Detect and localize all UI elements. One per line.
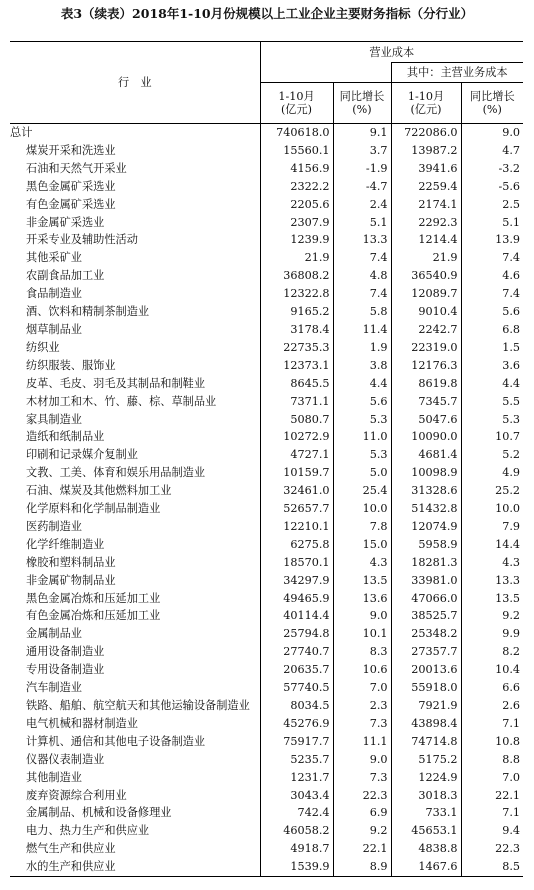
main-cost-value-cell: 2242.7 (391, 321, 461, 339)
table-row (10, 607, 523, 625)
industry-name-cell: 电力、热力生产和供应业 (26, 824, 150, 838)
op-cost-value-cell: 57740.5 (260, 679, 333, 697)
industry-name-cell: 石油、煤炭及其他燃料加工业 (26, 484, 172, 498)
industry-name-cell: 农副食品加工业 (26, 269, 105, 283)
op-cost-growth-cell: 4.3 (333, 554, 391, 572)
main-cost-value-cell: 27357.7 (391, 643, 461, 661)
main-cost-growth-cell: 13.9 (461, 231, 523, 249)
op-cost-value-cell: 6275.8 (260, 536, 333, 554)
industry-name-cell: 木材加工和木、竹、藤、棕、草制品业 (26, 394, 217, 408)
op-cost-growth-cell: 6.9 (333, 804, 391, 822)
main-cost-value-cell: 21.9 (391, 249, 461, 267)
op-cost-growth-cell: 10.6 (333, 661, 391, 679)
main-cost-value-cell: 74714.8 (391, 733, 461, 751)
table-row (10, 124, 523, 142)
op-cost-growth-cell: 3.8 (333, 357, 391, 375)
table-row (10, 464, 523, 482)
industry-name-cell: 烟草制品业 (26, 322, 82, 336)
table-row (10, 751, 523, 769)
op-cost-growth-cell: 5.6 (333, 393, 391, 411)
main-cost-growth-cell: 5.6 (461, 303, 523, 321)
op-cost-value-cell: 8645.5 (260, 375, 333, 393)
main-cost-value-cell: 1214.4 (391, 231, 461, 249)
main-cost-value-cell: 1224.9 (391, 769, 461, 787)
main-cost-value-cell: 18281.3 (391, 554, 461, 572)
table-row (10, 840, 523, 858)
op-cost-value-cell: 7371.1 (260, 393, 333, 411)
industry-name-cell: 金属制品、机械和设备修理业 (26, 806, 172, 820)
op-cost-value-cell: 49465.9 (260, 590, 333, 608)
industry-name-cell: 食品制造业 (26, 287, 82, 301)
main-business-cost-header: 其中：主营业务成本 (391, 63, 523, 83)
main-cost-value-cell: 43898.4 (391, 715, 461, 733)
op-cost-growth-cell: 7.3 (333, 769, 391, 787)
op-cost-value-cell: 1231.7 (260, 769, 333, 787)
main-cost-growth-cell: 22.1 (461, 787, 523, 805)
industry-header: 行 业 (10, 42, 260, 124)
op-cost-value-cell: 21.9 (260, 249, 333, 267)
op-cost-value-cell: 3043.4 (260, 787, 333, 805)
industry-name-cell: 有色金属冶炼和压延加工业 (26, 609, 161, 623)
table-row (10, 196, 523, 214)
op-cost-growth-cell: 10.0 (333, 500, 391, 518)
main-cost-growth-cell: 10.8 (461, 733, 523, 751)
main-cost-growth-cell: 7.0 (461, 769, 523, 787)
op-cost-value-cell: 40114.4 (260, 607, 333, 625)
op-cost-growth-cell: 15.0 (333, 536, 391, 554)
table-row (10, 715, 523, 733)
op-cost-value-cell: 75917.7 (260, 733, 333, 751)
main-cost-value-cell: 22319.0 (391, 339, 461, 357)
op-cost-growth-cell: 4.4 (333, 375, 391, 393)
industry-name-cell: 电气机械和器材制造业 (26, 716, 138, 730)
op-cost-growth-cell: 9.1 (333, 124, 391, 142)
table-row (10, 661, 523, 679)
industry-name-cell: 专用设备制造业 (26, 663, 105, 677)
op-cost-value-cell: 1239.9 (260, 231, 333, 249)
industry-name-cell: 造纸和纸制品业 (26, 430, 105, 444)
main-cost-growth-cell: 10.4 (461, 661, 523, 679)
op-cost-growth-cell: 9.2 (333, 822, 391, 840)
main-cost-growth-cell: 14.4 (461, 536, 523, 554)
main-cost-growth-cell: 13.5 (461, 590, 523, 608)
main-cost-growth-cell: 4.3 (461, 554, 523, 572)
main-cost-value-cell: 20013.6 (391, 661, 461, 679)
industry-name-cell: 其他制造业 (26, 770, 82, 784)
op-cost-value-cell: 18570.1 (260, 554, 333, 572)
table-row (10, 267, 523, 285)
main-cost-value-cell: 2292.3 (391, 214, 461, 232)
industry-name-cell: 非金属矿采选业 (26, 215, 105, 229)
main-cost-value-cell: 3018.3 (391, 787, 461, 805)
op-cost-value-cell: 12210.1 (260, 518, 333, 536)
table-row (10, 482, 523, 500)
op-cost-value-cell: 3178.4 (260, 321, 333, 339)
op-cost-value-cell: 12322.8 (260, 285, 333, 303)
main-cost-value-cell: 25348.2 (391, 625, 461, 643)
table-row (10, 411, 523, 429)
op-cost-growth-cell: 7.4 (333, 285, 391, 303)
industry-name-cell: 医药制造业 (26, 519, 82, 533)
main-cost-value-cell: 12074.9 (391, 518, 461, 536)
op-cost-growth-cell: 11.1 (333, 733, 391, 751)
main-cost-value-cell: 51432.8 (391, 500, 461, 518)
op-cost-value-cell: 740618.0 (260, 124, 333, 142)
op-cost-growth-cell: 1.9 (333, 339, 391, 357)
main-cost-growth-cell: 9.9 (461, 625, 523, 643)
table-row (10, 214, 523, 232)
main-cost-growth-cell: 7.4 (461, 249, 523, 267)
op-cost-value-cell: 1539.9 (260, 858, 333, 876)
main-cost-growth-cell: 25.2 (461, 482, 523, 500)
main-cost-growth-cell: 7.1 (461, 715, 523, 733)
op-cost-value-cell: 9165.2 (260, 303, 333, 321)
table-row (10, 500, 523, 518)
main-cost-growth-cell: 2.6 (461, 697, 523, 715)
op-cost-value-cell: 10272.9 (260, 428, 333, 446)
table-row (10, 285, 523, 303)
main-cost-growth-cell: 6.6 (461, 679, 523, 697)
op-cost-growth-cell: 7.0 (333, 679, 391, 697)
table-row (10, 590, 523, 608)
op-cost-value-cell: 4918.7 (260, 840, 333, 858)
industry-name-cell: 铁路、船舶、航空航天和其他运输设备制造业 (26, 699, 250, 712)
op-cost-growth-cell: 3.7 (333, 142, 391, 160)
table-row (10, 393, 523, 411)
main-cost-growth-cell: 4.4 (461, 375, 523, 393)
financial-indicators-table (10, 41, 523, 877)
table-row (10, 858, 523, 876)
op-cost-growth-cell: 8.3 (333, 643, 391, 661)
main-cost-value-cell: 7345.7 (391, 393, 461, 411)
main-cost-growth-cell: 5.2 (461, 446, 523, 464)
op-cost-growth-cell: 2.3 (333, 697, 391, 715)
main-cost-growth-cell: 9.0 (461, 124, 523, 142)
main-cost-value-cell: 55918.0 (391, 679, 461, 697)
main-cost-value-cell: 36540.9 (391, 267, 461, 285)
industry-name-cell: 家具制造业 (26, 412, 82, 426)
op-cost-value-cell: 34297.9 (260, 572, 333, 590)
main-cost-growth-cell: 5.5 (461, 393, 523, 411)
main-cost-growth-cell: 2.5 (461, 196, 523, 214)
op-cost-value-cell: 8034.5 (260, 697, 333, 715)
table-body (10, 124, 523, 877)
main-cost-value-cell: 733.1 (391, 804, 461, 822)
op-cost-growth-cell: 11.0 (333, 428, 391, 446)
operating-cost-header: 营业成本 (260, 42, 523, 63)
op-cost-value-cell: 46058.2 (260, 822, 333, 840)
main-cost-value-cell: 4681.4 (391, 446, 461, 464)
main-cost-value-cell: 31328.6 (391, 482, 461, 500)
main-cost-growth-cell: 22.3 (461, 840, 523, 858)
op-cost-value-cell: 2307.9 (260, 214, 333, 232)
op-cost-growth-cell: 9.0 (333, 607, 391, 625)
op-cost-value-cell: 20635.7 (260, 661, 333, 679)
main-cost-growth-cell: 8.8 (461, 751, 523, 769)
industry-name-cell: 金属制品业 (26, 627, 82, 641)
industry-name-cell: 计算机、通信和其他电子设备制造业 (26, 734, 206, 748)
main-cost-value-cell: 9010.4 (391, 303, 461, 321)
main-cost-growth-cell: 6.8 (461, 321, 523, 339)
op-cost-growth-cell: -4.7 (333, 178, 391, 196)
op-cost-growth-cell: 7.3 (333, 715, 391, 733)
op-cost-growth-cell: 25.4 (333, 482, 391, 500)
table-row (10, 357, 523, 375)
main-cost-value-cell: 5958.9 (391, 536, 461, 554)
main-cost-value-cell: 10090.0 (391, 428, 461, 446)
main-cost-value-cell: 8619.8 (391, 375, 461, 393)
op-cost-growth-cell: 5.3 (333, 411, 391, 429)
main-cost-value-cell: 4838.8 (391, 840, 461, 858)
main-cost-value-cell: 33981.0 (391, 572, 461, 590)
op-cost-value-cell: 2205.6 (260, 196, 333, 214)
main-cost-growth-cell: 8.2 (461, 643, 523, 661)
op-cost-value-cell: 27740.7 (260, 643, 333, 661)
main-cost-growth-cell: -3.2 (461, 160, 523, 178)
table-row (10, 249, 523, 267)
op-cost-growth-cell: 5.8 (333, 303, 391, 321)
main-cost-growth-cell: -5.6 (461, 178, 523, 196)
main-cost-value-cell: 1467.6 (391, 858, 461, 876)
table-row (10, 625, 523, 643)
op-cost-value-cell: 45276.9 (260, 715, 333, 733)
industry-name-cell: 开采专业及辅助性活动 (26, 233, 138, 247)
main-cost-value-cell: 5047.6 (391, 411, 461, 429)
main-cost-value-cell: 2174.1 (391, 196, 461, 214)
table-row (10, 446, 523, 464)
table-row (10, 572, 523, 590)
op-cost-value-cell: 32461.0 (260, 482, 333, 500)
table-row (10, 679, 523, 697)
main-cost-value-cell: 38525.7 (391, 607, 461, 625)
main-cost-value-cell: 3941.6 (391, 160, 461, 178)
op-cost-value-cell: 10159.7 (260, 464, 333, 482)
main-cost-value-cell: 10098.9 (391, 464, 461, 482)
industry-name-cell: 黑色金属冶炼和压延加工业 (26, 591, 161, 605)
main-cost-value-cell: 7921.9 (391, 697, 461, 715)
industry-name-cell: 石油和天然气开采业 (26, 161, 127, 175)
op-cost-value-cell: 22735.3 (260, 339, 333, 357)
op-cost-growth-cell: 7.8 (333, 518, 391, 536)
industry-name-cell: 酒、饮料和精制茶制造业 (26, 305, 150, 319)
table-row (10, 321, 523, 339)
main-cost-growth-cell: 7.9 (461, 518, 523, 536)
main-cost-growth-cell: 4.9 (461, 464, 523, 482)
industry-name-cell: 纺织业 (26, 340, 60, 354)
industry-name-cell: 水的生产和供应业 (10, 858, 260, 876)
industry-name-cell: 通用设备制造业 (26, 645, 105, 659)
op-cost-value-cell: 12373.1 (260, 357, 333, 375)
table-row (10, 231, 523, 249)
industry-name-cell: 其他采矿业 (26, 251, 82, 265)
main-cost-growth-cell: 4.7 (461, 142, 523, 160)
main-cost-growth-cell: 9.4 (461, 822, 523, 840)
main-cost-value-cell: 47066.0 (391, 590, 461, 608)
op-cost-value-cell: 36808.2 (260, 267, 333, 285)
main-cost-value-cell: 12176.3 (391, 357, 461, 375)
industry-name-cell: 纺织服装、服饰业 (26, 358, 116, 372)
main-cost-value-cell: 13987.2 (391, 142, 461, 160)
table-row (10, 822, 523, 840)
op-cost-value-cell: 15560.1 (260, 142, 333, 160)
op-cost-growth-cell: 13.6 (333, 590, 391, 608)
main-cost-growth-cell: 9.2 (461, 607, 523, 625)
op-cost-value-cell: 52657.7 (260, 500, 333, 518)
table-row (10, 554, 523, 572)
main-cost-value-header: 1-10月 (亿元) (391, 83, 461, 124)
industry-name-cell: 汽车制造业 (26, 681, 82, 695)
op-cost-value-header: 1-10月 (亿元) (260, 83, 333, 124)
industry-name-cell: 橡胶和塑料制品业 (26, 555, 116, 569)
table-row (10, 303, 523, 321)
main-cost-growth-cell: 5.3 (461, 411, 523, 429)
industry-name-cell: 化学纤维制造业 (26, 537, 105, 551)
op-cost-growth-cell: 10.1 (333, 625, 391, 643)
main-cost-growth-cell: 10.0 (461, 500, 523, 518)
op-cost-growth-cell: 5.0 (333, 464, 391, 482)
main-cost-growth-cell: 5.1 (461, 214, 523, 232)
industry-name-cell: 废弃资源综合利用业 (26, 788, 127, 802)
op-cost-growth-cell: 8.9 (333, 858, 391, 876)
table-row (10, 375, 523, 393)
main-cost-growth-cell: 10.7 (461, 428, 523, 446)
main-cost-value-cell: 12089.7 (391, 285, 461, 303)
industry-name-cell: 燃气生产和供应业 (26, 842, 116, 856)
table-row (10, 518, 523, 536)
op-cost-growth-cell: 9.0 (333, 751, 391, 769)
op-cost-value-cell: 25794.8 (260, 625, 333, 643)
op-cost-growth-cell: 5.3 (333, 446, 391, 464)
op-cost-growth-cell: 11.4 (333, 321, 391, 339)
op-cost-growth-cell: 13.5 (333, 572, 391, 590)
op-cost-growth-cell: 4.8 (333, 267, 391, 285)
table-row (10, 142, 523, 160)
op-cost-value-cell: 4156.9 (260, 160, 333, 178)
industry-name-cell: 总计 (10, 126, 33, 139)
op-cost-value-cell: 742.4 (260, 804, 333, 822)
op-cost-growth-cell: 22.1 (333, 840, 391, 858)
table-row (10, 178, 523, 196)
industry-name-cell: 皮革、毛皮、羽毛及其制品和制鞋业 (26, 376, 206, 390)
industry-name-cell: 仪器仪表制造业 (26, 752, 105, 766)
main-cost-growth-cell: 4.6 (461, 267, 523, 285)
table-row (10, 536, 523, 554)
table-row (10, 769, 523, 787)
op-cost-value-cell: 5080.7 (260, 411, 333, 429)
main-cost-value-cell: 45653.1 (391, 822, 461, 840)
industry-name-cell: 印刷和记录媒介复制业 (26, 448, 138, 462)
industry-name-cell: 有色金属矿采选业 (26, 197, 116, 211)
op-cost-growth-cell: 13.3 (333, 231, 391, 249)
main-cost-growth-header: 同比增长 (%) (461, 83, 523, 124)
op-cost-growth-header: 同比增长 (%) (333, 83, 391, 124)
main-cost-value-cell: 722086.0 (391, 124, 461, 142)
table-row (10, 643, 523, 661)
main-cost-growth-cell: 8.5 (461, 858, 523, 876)
main-cost-growth-cell: 3.6 (461, 357, 523, 375)
table-row (10, 787, 523, 805)
op-cost-growth-cell: 2.4 (333, 196, 391, 214)
industry-name-cell: 文教、工美、体育和娱乐用品制造业 (26, 466, 206, 480)
table-row (10, 339, 523, 357)
table-row (10, 697, 523, 715)
main-cost-growth-cell: 1.5 (461, 339, 523, 357)
op-cost-growth-cell: 22.3 (333, 787, 391, 805)
main-cost-growth-cell: 13.3 (461, 572, 523, 590)
industry-name-cell: 化学原料和化学制品制造业 (26, 502, 161, 516)
op-cost-growth-cell: 7.4 (333, 249, 391, 267)
table-row (10, 160, 523, 178)
op-cost-growth-cell: -1.9 (333, 160, 391, 178)
table-row (10, 733, 523, 751)
table-row (10, 804, 523, 822)
op-cost-value-cell: 5235.7 (260, 751, 333, 769)
main-cost-value-cell: 2259.4 (391, 178, 461, 196)
main-cost-growth-cell: 7.1 (461, 804, 523, 822)
industry-name-cell: 煤炭开采和洗选业 (26, 143, 116, 157)
main-cost-value-cell: 5175.2 (391, 751, 461, 769)
op-cost-value-cell: 4727.1 (260, 446, 333, 464)
table-title: 表3（续表）2018年1-10月份规模以上工业企业主要财务指标（分行业） (60, 6, 474, 21)
op-cost-growth-cell: 5.1 (333, 214, 391, 232)
op-cost-value-cell: 2322.2 (260, 178, 333, 196)
main-cost-growth-cell: 7.4 (461, 285, 523, 303)
industry-name-cell: 黑色金属矿采选业 (26, 179, 116, 193)
table-row (10, 428, 523, 446)
industry-name-cell: 非金属矿物制品业 (26, 573, 116, 587)
